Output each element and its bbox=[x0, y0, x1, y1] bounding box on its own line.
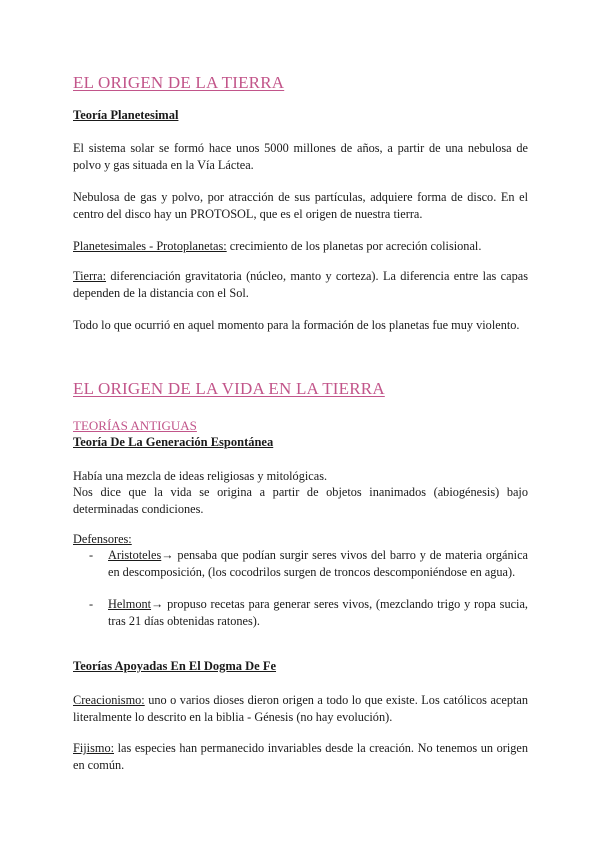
definition-fijismo: las especies han permanecido invariables desde la creación. No tenemos un origen en común. bbox=[73, 741, 528, 772]
paragraph-creacionismo bbox=[73, 692, 528, 725]
subtitle-generacion-espontanea: Teoría De La Generación Espontánea bbox=[73, 435, 274, 449]
paragraph-abiogenesis: Nos dice que la vida se origina a partir de objetos inanimados (abiogénesis) bajo determinadas condiciones. bbox=[73, 485, 528, 516]
term-fijismo: Fijismo: bbox=[73, 741, 115, 755]
name-helmont: Helmont bbox=[108, 597, 152, 611]
defensores-label-text: Defensores: bbox=[73, 532, 132, 546]
subtitle-dogma-de-fe: Teorías Apoyadas En El Dogma De Fe bbox=[73, 659, 277, 673]
subtitle-teorias-antiguas: TEORÍAS ANTIGUAS bbox=[73, 418, 197, 433]
definition-tierra: diferenciación gravitatoria (núcleo, manto y corteza). La diferencia entre las capas dependen de la distancia con el Sol. bbox=[73, 269, 528, 300]
section-title-origen-vida: EL ORIGEN DE LA VIDA EN LA TIERRA bbox=[73, 379, 385, 398]
paragraph-fijismo bbox=[73, 740, 528, 773]
subtitle-teoria-planetesimal: Teoría Planetesimal bbox=[73, 108, 179, 122]
paragraph-violento: Todo lo que ocurrió en aquel momento para la formación de los planetas fue muy violento. bbox=[73, 318, 520, 332]
section-title-origen-tierra: EL ORIGEN DE LA TIERRA bbox=[73, 73, 285, 92]
paragraph-planetesimales bbox=[73, 238, 528, 255]
description-aristoteles: → pensaba que podían surgir seres vivos del barro y de materia orgánica en descomposición, (los cocodrilos surgen de troncos descomponiéndose en agua). bbox=[108, 548, 528, 579]
term-creacionismo: Creacionismo: bbox=[73, 693, 145, 707]
definition-planetesimales: crecimiento de los planetas por acreción colisional. bbox=[226, 239, 482, 253]
name-aristoteles: Aristoteles bbox=[108, 548, 162, 562]
bullet-dash: - bbox=[89, 548, 94, 562]
list-item-helmont bbox=[89, 596, 528, 629]
bullet-text bbox=[108, 596, 528, 629]
term-planetesimales: Planetesimales - Protoplanetas: bbox=[73, 239, 227, 253]
paragraph-nebulosa: Nebulosa de gas y polvo, por atracción de sus partículas, adquiere forma de disco. En el centro del disco hay un PROTOSOL, que es el origen de nuestra tierra. bbox=[73, 190, 528, 221]
bullet-text bbox=[108, 547, 528, 580]
list-item-aristoteles bbox=[89, 547, 528, 580]
paragraph-mezcla-ideas: Había una mezcla de ideas religiosas y mitológicas. bbox=[73, 469, 328, 483]
paragraph-tierra bbox=[73, 268, 528, 301]
description-helmont: → propuso recetas para generar seres vivos, (mezclando trigo y ropa sucia, tras 21 días obtenidas ratones). bbox=[108, 597, 528, 628]
definition-creacionismo: uno o varios dioses dieron origen a todo lo que existe. Los católicos aceptan literalmente lo descrito en la biblia - Génesis (no hay evolución). bbox=[73, 693, 528, 724]
term-tierra: Tierra: bbox=[73, 269, 107, 283]
bullet-dash: - bbox=[89, 597, 94, 611]
defensores-label bbox=[73, 531, 528, 548]
paragraph-sistema-solar: El sistema solar se formó hace unos 5000 millones de años, a partir de una nebulosa de polvo y gas situada en la Vía Láctea. bbox=[73, 141, 528, 172]
